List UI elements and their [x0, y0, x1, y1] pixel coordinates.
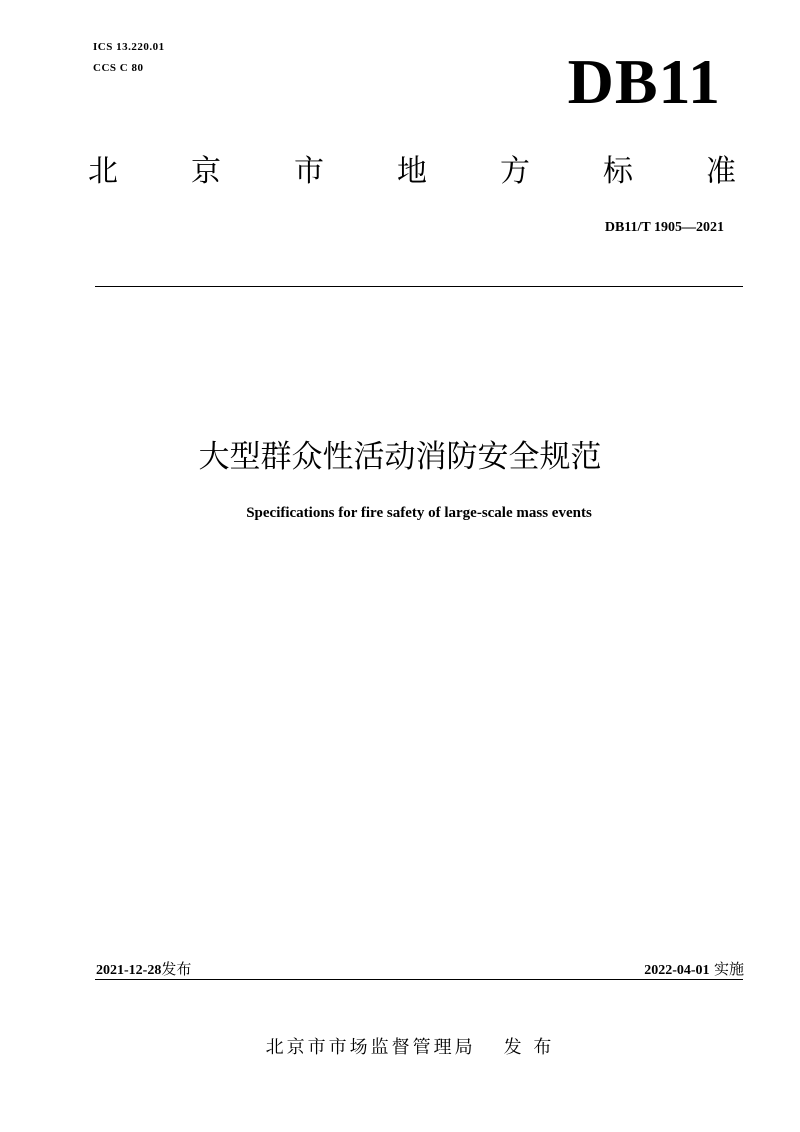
title-char: 标	[603, 154, 633, 189]
implementation-label: 实施	[713, 960, 744, 978]
standard-category-title	[88, 152, 736, 192]
top-divider	[95, 286, 743, 287]
issue-date-line	[96, 958, 191, 979]
issue-label: 发布	[161, 960, 192, 978]
publisher-line	[0, 1033, 800, 1059]
title-char: 方	[500, 154, 530, 189]
publisher-name: 北京市市场监督管理局	[265, 1037, 476, 1058]
ccs-code: CCS C 80	[93, 62, 144, 74]
issue-date: 2021-12-28	[96, 963, 162, 978]
document-title-zh: 大型群众性活动消防安全规范	[198, 439, 602, 475]
title-char: 市	[294, 154, 324, 189]
db-standard-mark: DB11	[567, 46, 721, 117]
implementation-date: 2022-04-01	[644, 963, 710, 978]
ics-code: ICS 13.220.01	[93, 41, 165, 53]
standard-number: DB11/T 1905—2021	[604, 220, 724, 235]
title-char: 北	[88, 154, 118, 189]
publish-label: 发 布	[503, 1037, 555, 1058]
title-char: 地	[397, 154, 427, 189]
title-char: 准	[706, 154, 736, 189]
bottom-divider	[95, 979, 743, 980]
title-char: 京	[191, 154, 221, 189]
implementation-date-line	[644, 958, 744, 979]
document-title-en: Specifications for fire safety of large-scale mass events	[246, 505, 592, 521]
